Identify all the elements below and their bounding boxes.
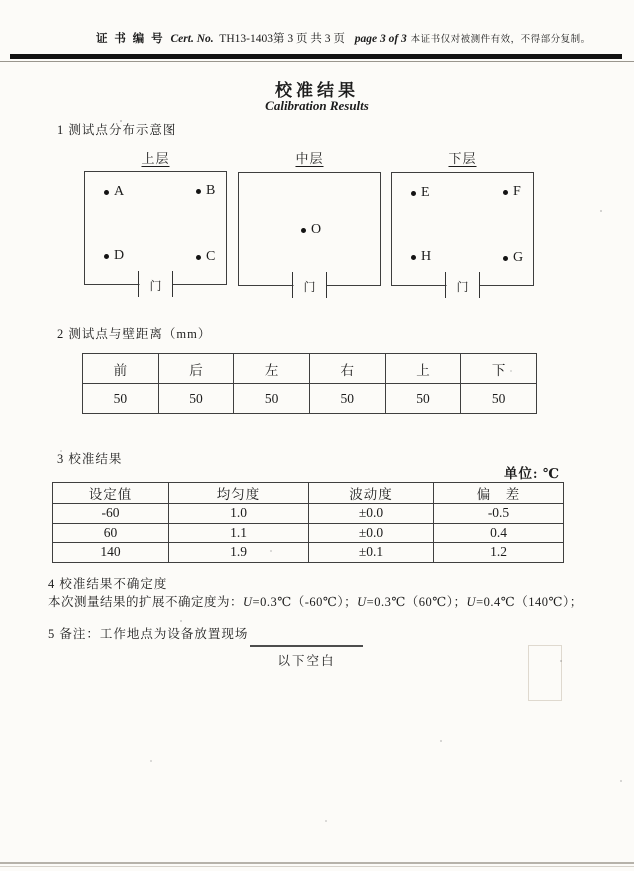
uncertainty-value: =0.3℃（60℃）； [366, 595, 467, 609]
point-dot-icon [503, 190, 508, 195]
distance-header: 下 [461, 354, 537, 384]
door-post-icon [138, 271, 140, 297]
header-rule-thin [0, 61, 634, 62]
chamber-upper [84, 171, 227, 293]
page-count-cn: 第 3 页 共 3 页 [272, 33, 345, 45]
end-note-rule [250, 645, 363, 647]
fluctuation-value: ±0.1 [309, 543, 434, 563]
distance-value: 50 [83, 384, 159, 414]
point-dot-icon [301, 228, 306, 233]
setpoint-value: 140 [53, 543, 169, 563]
table-row [53, 523, 564, 543]
cert-number-label-en: Cert. No. [170, 33, 214, 45]
uncertainty-symbol: U [466, 595, 477, 609]
test-point: F [503, 185, 521, 199]
scan-noise [120, 120, 122, 122]
deviation-value: 1.2 [434, 543, 564, 563]
test-point: O [301, 223, 321, 237]
door-post-icon [445, 272, 447, 298]
results-header: 偏 差 [434, 483, 564, 504]
deviation-value: -0.5 [434, 504, 564, 524]
distance-header: 前 [83, 354, 159, 384]
distance-value: 50 [234, 384, 310, 414]
section-2-heading: 2 测试点与壁距离（mm） [57, 327, 212, 341]
door-post-icon [479, 272, 481, 298]
point-dot-icon [411, 191, 416, 196]
section-1-heading: 1 测试点分布示意图 [57, 123, 177, 137]
uncertainty-symbol: U [357, 595, 367, 609]
table-row [53, 543, 564, 563]
table-header-row [83, 354, 537, 384]
validity-note: 本证书仅对被测件有效，不得部分复制。 [410, 35, 591, 45]
door-post-icon [326, 272, 328, 298]
door-post-icon [172, 271, 174, 297]
uniformity-value: 1.0 [169, 504, 309, 524]
table-header-row [53, 483, 564, 504]
test-point: D [104, 249, 124, 263]
point-dot-icon [196, 189, 201, 194]
uniformity-value: 1.1 [169, 523, 309, 543]
unit-label: 单位: ℃ [503, 466, 560, 481]
section-5-remarks: 5 备注：工作地点为设备放置现场 [48, 627, 249, 641]
setpoint-value: 60 [53, 523, 169, 543]
table-row [53, 504, 564, 524]
layer-label-middle: 中层 [295, 151, 324, 166]
uncertainty-statement [48, 592, 608, 610]
chamber-middle [238, 172, 381, 294]
section-4-heading: 4 校准结果不确定度 [48, 577, 168, 591]
page-count-en: page 3 of 3 [354, 33, 407, 45]
calibration-results-table [52, 482, 564, 563]
distance-value: 50 [158, 384, 234, 414]
point-dot-icon [411, 255, 416, 260]
test-point: H [411, 250, 431, 264]
door-label: 门 [300, 280, 318, 294]
page-title-en: Calibration Results [265, 98, 369, 113]
scan-ghost-mark [528, 645, 562, 701]
point-dot-icon [104, 190, 109, 195]
point-dot-icon [104, 254, 109, 259]
setpoint-value: -60 [53, 504, 169, 524]
page-title-cn: 校准结果 [275, 81, 359, 100]
test-point: A [104, 185, 124, 199]
page-header [96, 30, 616, 46]
scan-bottom-line [0, 866, 634, 867]
uniformity-value: 1.9 [169, 543, 309, 563]
cert-number-label-cn: 证 书 编 号 [96, 33, 165, 45]
results-header: 设定值 [53, 483, 169, 504]
table-row [83, 384, 537, 414]
distance-header: 后 [158, 354, 234, 384]
layer-label-lower: 下层 [448, 151, 477, 166]
distance-value: 50 [309, 384, 385, 414]
door-label: 门 [146, 279, 164, 293]
point-dot-icon [196, 255, 201, 260]
test-point: B [196, 184, 215, 198]
deviation-value: 0.4 [434, 523, 564, 543]
uncertainty-intro: 本次测量结果的扩展不确定度为： [48, 595, 244, 609]
distance-header: 右 [309, 354, 385, 384]
distance-value: 50 [385, 384, 461, 414]
test-point: E [411, 186, 430, 200]
layer-label-upper: 上层 [141, 151, 170, 166]
door-post-icon [292, 272, 294, 298]
end-note: 以下空白 [277, 654, 336, 668]
door-label: 门 [453, 280, 471, 294]
wall-distance-table [82, 353, 537, 414]
fluctuation-value: ±0.0 [309, 504, 434, 524]
fluctuation-value: ±0.0 [309, 523, 434, 543]
distance-header: 左 [234, 354, 310, 384]
distance-value: 50 [461, 384, 537, 414]
header-rule-thick [10, 54, 622, 59]
chamber-lower [391, 172, 534, 294]
distance-header: 上 [385, 354, 461, 384]
uncertainty-value: =0.3℃（-60℃）； [252, 595, 358, 609]
section-3-heading: 3 校准结果 [57, 452, 123, 466]
test-point: G [503, 251, 523, 265]
results-header: 波动度 [309, 483, 434, 504]
results-header: 均匀度 [169, 483, 309, 504]
scan-bottom-line [0, 862, 634, 864]
point-dot-icon [503, 256, 508, 261]
cert-number-value: TH13-1403 [219, 33, 273, 45]
uncertainty-symbol: U [243, 595, 253, 609]
uncertainty-value: =0.4℃（140℃）； [476, 595, 583, 609]
test-point: C [196, 250, 215, 264]
